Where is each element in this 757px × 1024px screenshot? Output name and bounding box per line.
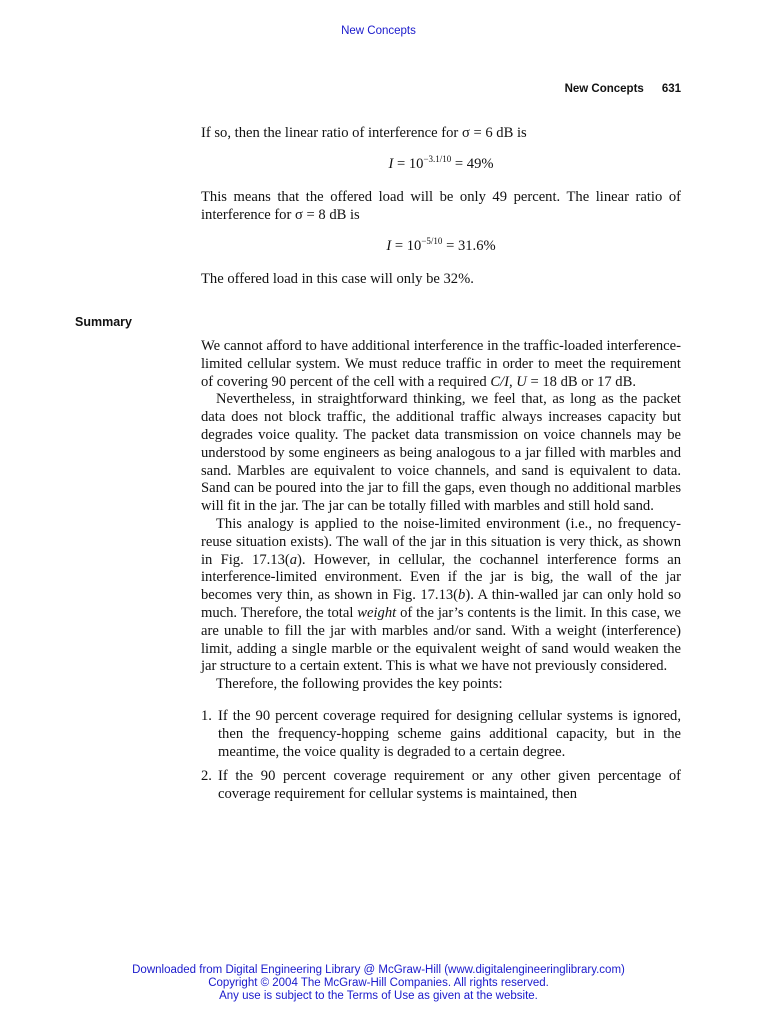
eq1-exponent: −3.1/10	[423, 154, 452, 164]
intro-paragraph-1: If so, then the linear ratio of interference for σ = 6 dB is	[201, 125, 527, 141]
equation-1	[201, 156, 681, 174]
key-point-1: 1. If the 90 percent coverage required for designing cellular systems is ignored, then the frequency-hopping scheme gains additional capacity, but in the meantime, the voice quality is degraded to a certain degree.	[201, 707, 681, 760]
summary-paragraph-4: Therefore, the following provides the key points:	[216, 676, 503, 693]
eq2-rhs: = 31.6%	[442, 238, 496, 254]
eq1-rhs: = 49%	[451, 156, 494, 172]
intro-paragraph-3: The offered load in this case will only be 32%.	[201, 271, 474, 287]
eq2-base: = 10	[391, 238, 422, 254]
eq2-exponent: −5/10	[421, 236, 443, 246]
summary-paragraph-1: We cannot afford to have additional interference in the traffic-loaded interference-limited cellular system. We must reduce traffic in order to meet the requirement of covering 90 percent of the cell with a required C/I, U = 18 dB or 17 dB.	[201, 338, 681, 390]
equation-2	[201, 238, 681, 256]
key-point-2: 2. If the 90 percent coverage requirement or any other given percentage of coverage requirement for cellular systems is maintained, then	[201, 768, 681, 803]
running-title: New Concepts	[564, 83, 644, 95]
summary-paragraph-2: Nevertheless, in straightforward thinking, we feel that, as long as the packet data does not block traffic, the additional traffic always increases capacity but degrades voice quality. The packet data transmission on voice channels may be understood by some engineers as being analogous to a jar filled with marbles and sand. Marbles are equivalent to voice channels, and sand is equivalent to data. Sand can be poured into the jar to fill the gaps, even though no additional marbles will fit in the jar. The jar can be totally filled with marbles and still hold sand.	[201, 391, 681, 515]
top-link-new-concepts[interactable]: New Concepts	[341, 25, 416, 37]
intro-paragraph-2: This means that the offered load will be only 49 percent. The linear ratio of interference for σ = 8 dB is	[201, 189, 681, 223]
footer-copyright[interactable]: Copyright © 2004 The McGraw-Hill Companies. All rights reserved.	[208, 977, 549, 989]
key-points-list	[201, 708, 681, 804]
summary-body	[201, 338, 681, 811]
footer-terms[interactable]: Any use is subject to the Terms of Use as given at the website.	[219, 990, 538, 1002]
eq1-lhs: I	[388, 156, 394, 172]
page-number: 631	[661, 83, 681, 95]
summary-paragraph-3: This analogy is applied to the noise-limited environment (i.e., no frequency-reuse situation exists). The wall of the jar in this situation is very thick, as shown in Fig. 17.13(a). However, in cellular, the cochannel interference forms an interference-limited environment. Even if the jar is big, the wall of the jar becomes very thin, as shown in Fig. 17.13(b). A thin-walled jar can only hold so much. Therefore, the total weight of the jar’s contents is the limit. In this case, we are unable to fill the jar with marbles and/or sand. With a weight (interference) limit, adding a single marble or the equivalent weight of sand would weaken the jar structure to a certain extent. This is what we have not previously considered.	[201, 515, 681, 675]
section-heading-summary: Summary	[75, 315, 132, 329]
ci-symbol: C/I, U	[490, 373, 527, 390]
footer	[0, 964, 757, 1003]
eq1-base: = 10	[393, 156, 424, 172]
weight-term: weight	[357, 604, 397, 621]
running-head	[200, 83, 681, 95]
eq2-lhs: I	[386, 238, 392, 254]
footer-download-link[interactable]: Downloaded from Digital Engineering Library @ McGraw-Hill (www.digitalengineeringlibrary.com)	[132, 964, 625, 976]
